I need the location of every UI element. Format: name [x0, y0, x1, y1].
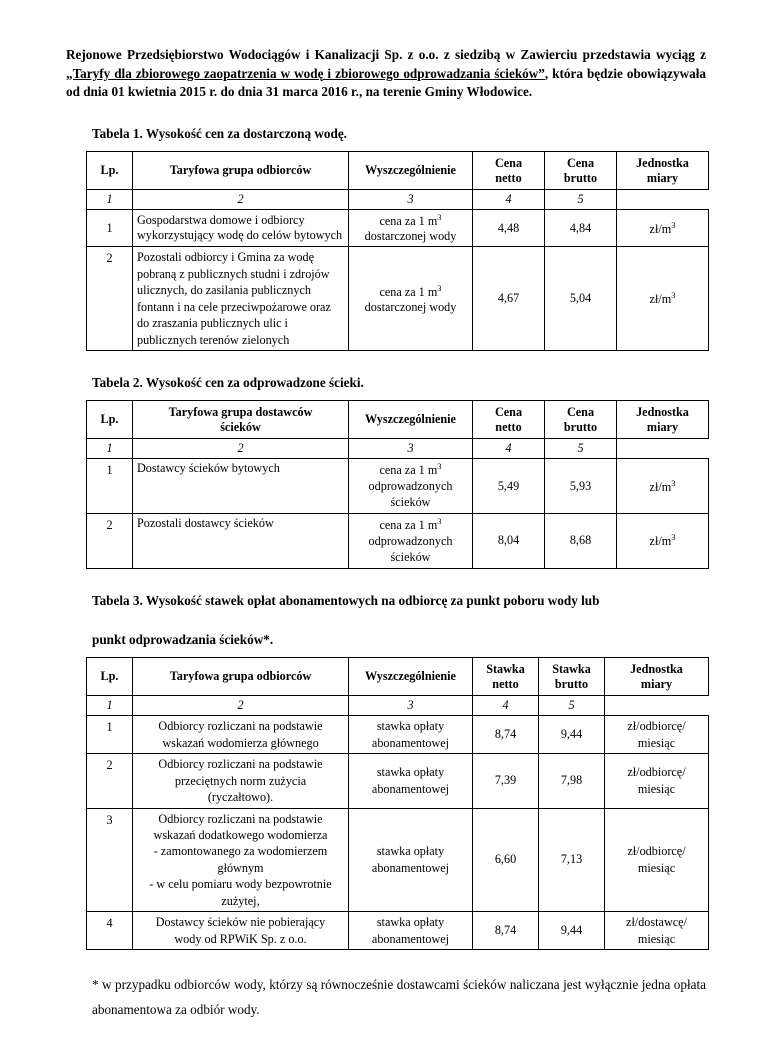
cell-rate-gross: 9,44 — [539, 716, 605, 754]
col-header-group — [133, 400, 349, 438]
cell-price-gross: 5,93 — [545, 459, 617, 514]
col-header-unit-line1: Jednostka — [636, 404, 689, 419]
cell-specification — [349, 247, 473, 351]
cell-price-gross: 5,04 — [545, 247, 617, 351]
footnote-text: * w przypadku odbiorców wody, którzy są równocześnie dostawcami ścieków naliczana jest wyłącznie jedna opłata abonamentowa za odbiór wody. — [92, 977, 706, 1018]
group-line2: przeciętnych norm zużycia — [174, 773, 307, 788]
group-line4: głównym — [217, 860, 264, 875]
col-header-rate-net-line1: Stawka — [486, 661, 525, 676]
cell-rate-net: 7,39 — [473, 754, 539, 808]
cell-specification — [349, 459, 473, 514]
unit-line2: miesiąc — [637, 735, 676, 750]
cell-price-gross: 8,68 — [545, 513, 617, 568]
col-number-5: 5 — [545, 439, 617, 459]
col-header-unit-line2: miary — [640, 676, 673, 691]
table-column-number-row — [87, 696, 709, 716]
col-header-lp: Lp. — [87, 152, 133, 190]
spec-superscript: 3 — [437, 461, 442, 472]
table-water-prices — [86, 151, 709, 351]
spec-line2: dostarczonej wody — [364, 299, 457, 314]
spec-superscript: 3 — [437, 212, 442, 223]
col-header-price-gross-line1: Cena — [566, 404, 595, 419]
unit-line2: miesiąc — [637, 931, 676, 946]
col-number-4: 4 — [473, 439, 545, 459]
cell-rate-gross: 9,44 — [539, 912, 605, 950]
col-header-price-gross-line2: brutto — [563, 419, 598, 434]
cell-price-net: 4,48 — [473, 210, 545, 247]
cell-rate-gross: 7,13 — [539, 808, 605, 912]
table-subscription-fees — [86, 657, 709, 950]
cell-lp: 1 — [87, 459, 133, 514]
col-header-rate-gross-line1: Stawka — [552, 661, 591, 676]
table-row — [87, 513, 709, 568]
spec-line2: odprowadzonych — [368, 479, 453, 494]
col-header-rate-gross — [539, 657, 605, 695]
unit-line1: zł/odbiorcę/ — [627, 844, 686, 859]
col-header-rate-net-line2: netto — [492, 676, 519, 691]
unit-superscript: 3 — [671, 290, 676, 301]
cell-rate-net: 6,60 — [473, 808, 539, 912]
group-line6: zużytej, — [221, 893, 260, 908]
spec-superscript: 3 — [437, 515, 442, 526]
table-header-row — [87, 152, 709, 190]
cell-group: Pozostali dostawcy ścieków — [133, 513, 349, 568]
cell-price-net: 4,67 — [473, 247, 545, 351]
group-line1: Odbiorcy rozliczani na podstawie — [158, 719, 323, 734]
spec-line1: stawka opłaty — [376, 915, 445, 930]
col-header-rate-net — [473, 657, 539, 695]
col-header-price-net-line1: Cena — [494, 156, 523, 170]
cell-group: Pozostali odbiorcy i Gmina za wodę pobraną z publicznych studni i zdrojów ulicznych, do zasilania publicznych fontann i na cele przeciwpożarowe oraz do zraszania publicznych ulic i publicznych terenów zielonych — [133, 247, 349, 351]
unit-superscript: 3 — [671, 532, 676, 543]
col-header-price-net-line1: Cena — [494, 404, 523, 419]
cell-rate-net: 8,74 — [473, 912, 539, 950]
table-header-row — [87, 400, 709, 438]
cell-unit — [605, 808, 709, 912]
table3-caption-line2: punkt odprowadzania ścieków*. — [92, 632, 274, 648]
spec-line1: cena za 1 m — [379, 214, 438, 229]
cell-price-gross: 4,84 — [545, 210, 617, 247]
group-line2: wskazań wodomierza głównego — [162, 735, 319, 750]
col-header-specification: Wyszczególnienie — [349, 400, 473, 438]
intro-paragraph — [66, 46, 706, 102]
unit-line2: miesiąc — [637, 860, 676, 875]
cell-unit — [617, 513, 709, 568]
spec-line1: stawka opłaty — [376, 719, 445, 734]
col-header-unit-line2: miary — [646, 170, 679, 185]
cell-group — [133, 808, 349, 912]
col-header-unit — [617, 152, 709, 190]
col-number-4: 4 — [473, 696, 539, 716]
cell-group — [133, 754, 349, 808]
table-column-number-row — [87, 190, 709, 210]
unit-text: zł/m — [649, 292, 672, 307]
col-number-2: 2 — [133, 439, 349, 459]
group-line1: Odbiorcy rozliczani na podstawie — [158, 811, 323, 826]
cell-specification — [349, 808, 473, 912]
cell-specification — [349, 513, 473, 568]
col-header-lp: Lp. — [87, 400, 133, 438]
group-line3: - zamontowanego za wodomierzem — [153, 844, 328, 859]
group-line2: wody od RPWiK Sp. z o.o. — [174, 931, 307, 946]
cell-unit — [605, 716, 709, 754]
cell-unit — [617, 210, 709, 247]
col-header-price-gross-line2: brutto — [563, 170, 598, 185]
cell-unit — [605, 912, 709, 950]
table1-caption: Tabela 1. Wysokość cen za dostarczoną wodę. — [92, 126, 347, 142]
spec-line1: cena za 1 m — [379, 463, 438, 478]
table2-caption: Tabela 2. Wysokość cen za odprowadzone ścieki. — [92, 375, 364, 391]
spec-line2: dostarczonej wody — [364, 229, 457, 244]
col-number-4: 4 — [473, 190, 545, 210]
col-header-group: Taryfowa grupa odbiorców — [133, 152, 349, 190]
cell-unit — [605, 754, 709, 808]
cell-lp: 3 — [87, 808, 133, 912]
col-header-price-net-line2: netto — [495, 170, 522, 185]
cell-group — [133, 912, 349, 950]
group-line1: Dostawcy ścieków nie pobierający — [155, 915, 326, 930]
cell-price-net: 8,04 — [473, 513, 545, 568]
cell-lp: 2 — [87, 513, 133, 568]
spec-line2: odprowadzonych — [368, 533, 453, 548]
unit-line1: zł/dostawcę/ — [626, 915, 687, 930]
cell-specification — [349, 754, 473, 808]
col-header-unit-line2: miary — [646, 419, 679, 434]
table-header-row — [87, 657, 709, 695]
col-header-unit-line1: Jednostka — [636, 156, 689, 170]
col-header-group: Taryfowa grupa odbiorców — [133, 657, 349, 695]
col-number-2: 2 — [133, 696, 349, 716]
col-number-1: 1 — [87, 190, 133, 210]
spec-line1: cena za 1 m — [379, 517, 438, 532]
spec-line1: cena za 1 m — [379, 284, 438, 299]
unit-line1: zł/odbiorcę/ — [627, 765, 686, 780]
col-number-3: 3 — [349, 696, 473, 716]
group-line3: (ryczałtowo). — [207, 790, 274, 805]
table-row — [87, 754, 709, 808]
unit-text: zł/m — [649, 221, 672, 236]
spec-line1: stawka opłaty — [376, 844, 445, 859]
cell-unit — [617, 459, 709, 514]
spec-line2: abonamentowej — [371, 781, 450, 796]
spec-line2: abonamentowej — [371, 860, 450, 875]
unit-superscript: 3 — [671, 477, 676, 488]
table-row — [87, 912, 709, 950]
cell-specification — [349, 716, 473, 754]
col-number-3: 3 — [349, 190, 473, 210]
col-header-price-gross-line1: Cena — [566, 156, 595, 170]
col-header-lp: Lp. — [87, 657, 133, 695]
spec-superscript: 3 — [437, 282, 442, 293]
cell-lp: 4 — [87, 912, 133, 950]
col-number-5: 5 — [545, 190, 617, 210]
spec-line1: stawka opłaty — [376, 765, 445, 780]
cell-group: Gospodarstwa domowe i odbiorcy wykorzystujący wodę do celów bytowych — [133, 210, 349, 247]
col-header-unit — [605, 657, 709, 695]
col-header-group-line1: Taryfowa grupa dostawców — [168, 404, 313, 419]
cell-rate-gross: 7,98 — [539, 754, 605, 808]
col-header-price-net — [473, 400, 545, 438]
cell-lp: 2 — [87, 754, 133, 808]
cell-specification — [349, 912, 473, 950]
table-column-number-row — [87, 439, 709, 459]
col-number-1: 1 — [87, 439, 133, 459]
group-line5: - w celu pomiaru wody bezpowrotnie — [149, 877, 332, 892]
col-number-1: 1 — [87, 696, 133, 716]
col-header-unit-line1: Jednostka — [630, 661, 683, 676]
table-row — [87, 459, 709, 514]
cell-lp: 2 — [87, 247, 133, 351]
col-header-unit — [617, 400, 709, 438]
intro-tariff-title: „Taryfy dla zbiorowego zaopatrzenia w wodę i zbiorowego odprowadzania ścieków” — [66, 65, 545, 81]
col-header-price-net — [473, 152, 545, 190]
unit-text: zł/m — [649, 534, 672, 549]
group-line1: Odbiorcy rozliczani na podstawie — [158, 757, 323, 772]
table3-caption — [66, 591, 706, 650]
col-header-group-line2: ścieków — [220, 419, 261, 434]
unit-line1: zł/odbiorcę/ — [627, 719, 686, 734]
spec-line2: abonamentowej — [371, 735, 450, 750]
cell-group: Dostawcy ścieków bytowych — [133, 459, 349, 514]
unit-superscript: 3 — [671, 219, 676, 230]
col-header-price-net-line2: netto — [495, 419, 522, 434]
col-header-specification: Wyszczególnienie — [349, 152, 473, 190]
table-row — [87, 247, 709, 351]
col-header-specification: Wyszczególnienie — [349, 657, 473, 695]
col-number-2: 2 — [133, 190, 349, 210]
col-header-rate-gross-line2: brutto — [554, 676, 589, 691]
cell-unit — [617, 247, 709, 351]
cell-rate-net: 8,74 — [473, 716, 539, 754]
spec-line3: ścieków — [390, 495, 431, 510]
group-line2: wskazań dodatkowego wodomierza — [153, 828, 328, 842]
intro-text-part1: Rejonowe Przedsiębiorstwo Wodociągów i Kanalizacji Sp. z o.o. z siedzibą w Zawierciu przedstawia wyciąg z — [66, 47, 706, 62]
col-number-5: 5 — [539, 696, 605, 716]
table-row — [87, 716, 709, 754]
intro-text-part2: , która będzie obowiązywała od dnia 01 kwietnia 2015 r. do dnia 31 marca 2016 r., na terenie Gminy Włodowice. — [66, 65, 706, 100]
table-sewage-prices — [86, 400, 709, 569]
cell-lp: 1 — [87, 210, 133, 247]
table-row — [87, 210, 709, 247]
table3-caption-line1: Tabela 3. Wysokość stawek opłat abonamentowych na odbiorcę za punkt poboru wody lub — [92, 592, 600, 608]
unit-text: zł/m — [649, 479, 672, 494]
cell-group — [133, 716, 349, 754]
cell-price-net: 5,49 — [473, 459, 545, 514]
spec-line2: abonamentowej — [371, 931, 450, 946]
col-number-3: 3 — [349, 439, 473, 459]
col-header-price-gross — [545, 400, 617, 438]
table-row — [87, 808, 709, 912]
col-header-price-gross — [545, 152, 617, 190]
cell-specification — [349, 210, 473, 247]
cell-lp: 1 — [87, 716, 133, 754]
unit-line2: miesiąc — [637, 781, 676, 796]
spec-line3: ścieków — [390, 549, 431, 564]
